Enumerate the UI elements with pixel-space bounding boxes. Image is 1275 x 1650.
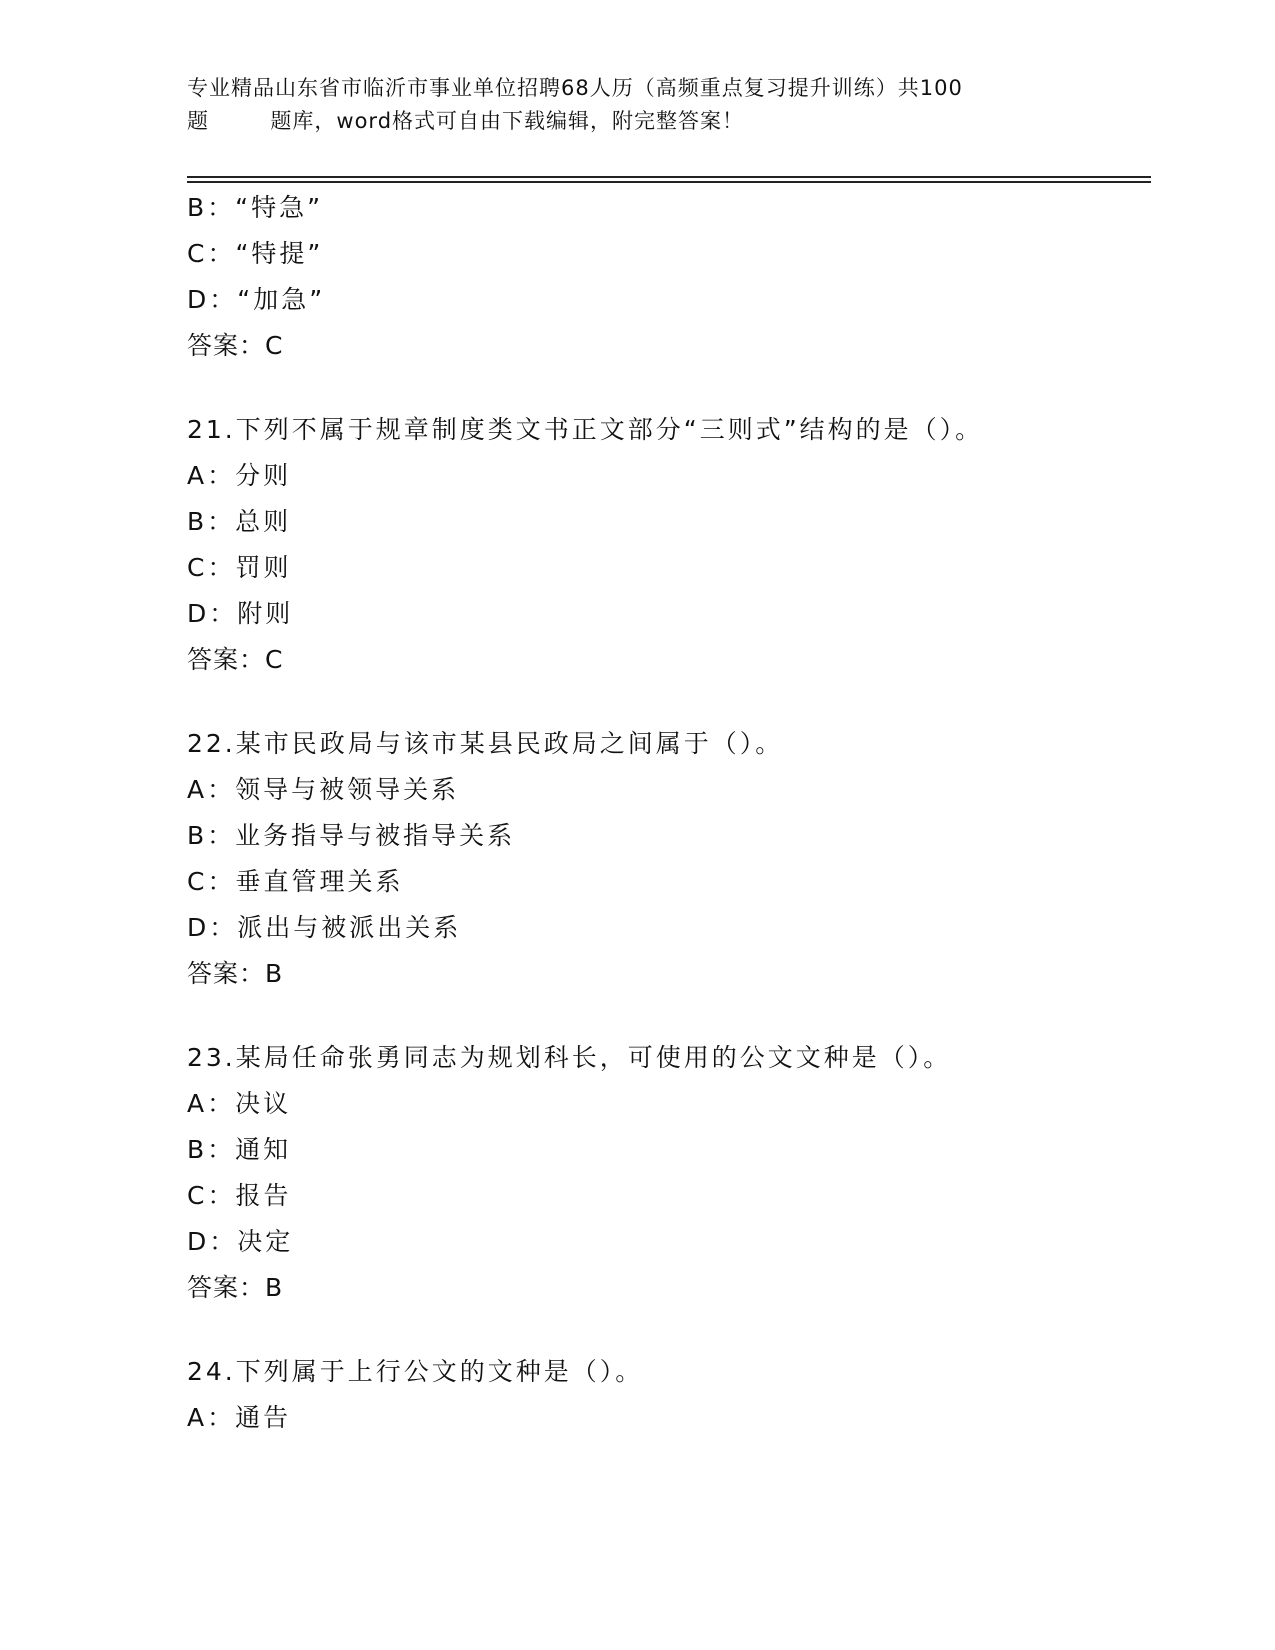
option-a: A：分则: [187, 461, 292, 490]
question-stem: 23.某局任命张勇同志为规划科长，可使用的公文文种是（）。: [187, 1043, 952, 1072]
option-d: D：附则: [187, 599, 294, 628]
option-a: A：领导与被领导关系: [187, 775, 460, 804]
option-c: C：“特提”: [187, 239, 324, 268]
option-a: A：决议: [187, 1089, 292, 1118]
header-divider-top: [187, 176, 1151, 178]
question-stem: 21.下列不属于规章制度类文书正文部分“三则式”结构的是（）。: [187, 415, 984, 444]
header-divider-bottom: [187, 181, 1151, 183]
option-b: B：“特急”: [187, 193, 324, 222]
option-c: C：垂直管理关系: [187, 867, 404, 896]
option-d: D：派出与被派出关系: [187, 913, 462, 942]
answer: 答案：C: [187, 331, 284, 360]
answer: 答案：B: [187, 1273, 284, 1302]
header-title-line-1: 专业精品山东省市临沂市事业单位招聘68人历（高频重点复习提升训练）共100: [187, 76, 963, 100]
header-title-line-2: 题 题库，word格式可自由下载编辑，附完整答案！: [187, 109, 745, 133]
option-b: B：通知: [187, 1135, 292, 1164]
option-d: D：“加急”: [187, 285, 326, 314]
question-stem: 24.下列属于上行公文的文种是（）。: [187, 1357, 644, 1386]
answer: 答案：C: [187, 645, 284, 674]
document-header: [187, 72, 1087, 138]
option-a: A：通告: [187, 1403, 292, 1432]
option-c: C：报告: [187, 1181, 292, 1210]
option-b: B：业务指导与被指导关系: [187, 821, 516, 850]
option-d: D：决定: [187, 1227, 294, 1256]
option-b: B：总则: [187, 507, 292, 536]
question-list: [187, 185, 1151, 1441]
option-c: C：罚则: [187, 553, 292, 582]
question-stem: 22.某市民政局与该市某县民政局之间属于（）。: [187, 729, 784, 758]
answer: 答案：B: [187, 959, 284, 988]
